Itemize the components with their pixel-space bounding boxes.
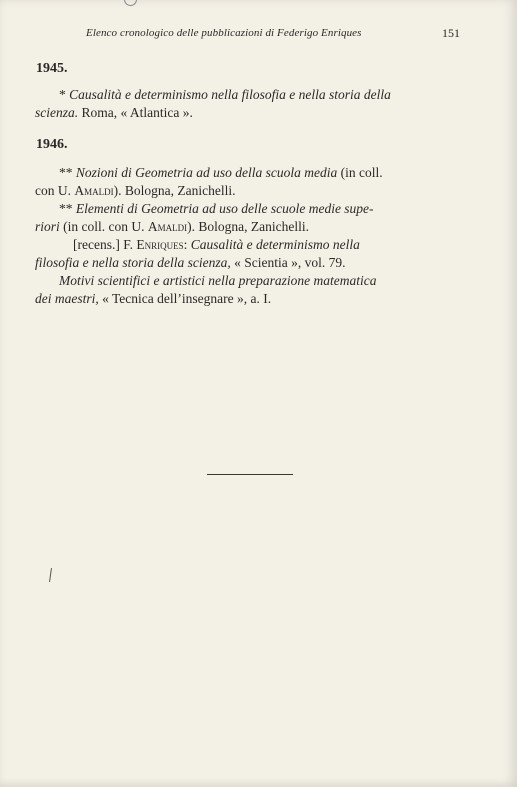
running-header: Elenco cronologico delle pubblicazioni di Federigo Enriques (86, 27, 362, 39)
entry-line: filosofia e nella storia della scienza, « Scientia », vol. 79. (35, 255, 346, 270)
entry-line: dei maestri, « Tecnica dell’insegnare », a. I. (35, 291, 272, 306)
year-heading-1945: 1945. (36, 61, 68, 76)
bibliography-entry (35, 272, 463, 308)
entry-line: * Causalità e determinismo nella filosofia e nella storia della (59, 87, 391, 102)
bibliography-entry (35, 86, 463, 122)
bibliography-entry (35, 200, 463, 236)
entry-line: [recens.] F. Enriques: Causalità e determinismo nella (73, 237, 360, 252)
entry-line: riori (in coll. con U. Amaldi). Bologna, Zanichelli. (35, 219, 309, 234)
entry-line: ** Elementi di Geometria ad uso delle scuole medie supe- (59, 201, 374, 216)
section-divider-rule (207, 474, 293, 475)
bibliography-entry (35, 236, 463, 272)
entry-line: scienza. Roma, « Atlantica ». (35, 105, 193, 120)
bibliography-entry (35, 164, 463, 200)
entry-line: con U. Amaldi). Bologna, Zanichelli. (35, 183, 236, 198)
entry-line: ** Nozioni di Geometria ad uso della scuola media (in coll. (59, 165, 383, 180)
page-number: 151 (442, 26, 460, 40)
scan-ring-mark (124, 0, 137, 6)
pencil-mark (49, 568, 52, 582)
entry-line: Motivi scientifici e artistici nella preparazione matematica (59, 273, 377, 288)
year-heading-1946: 1946. (36, 137, 68, 152)
